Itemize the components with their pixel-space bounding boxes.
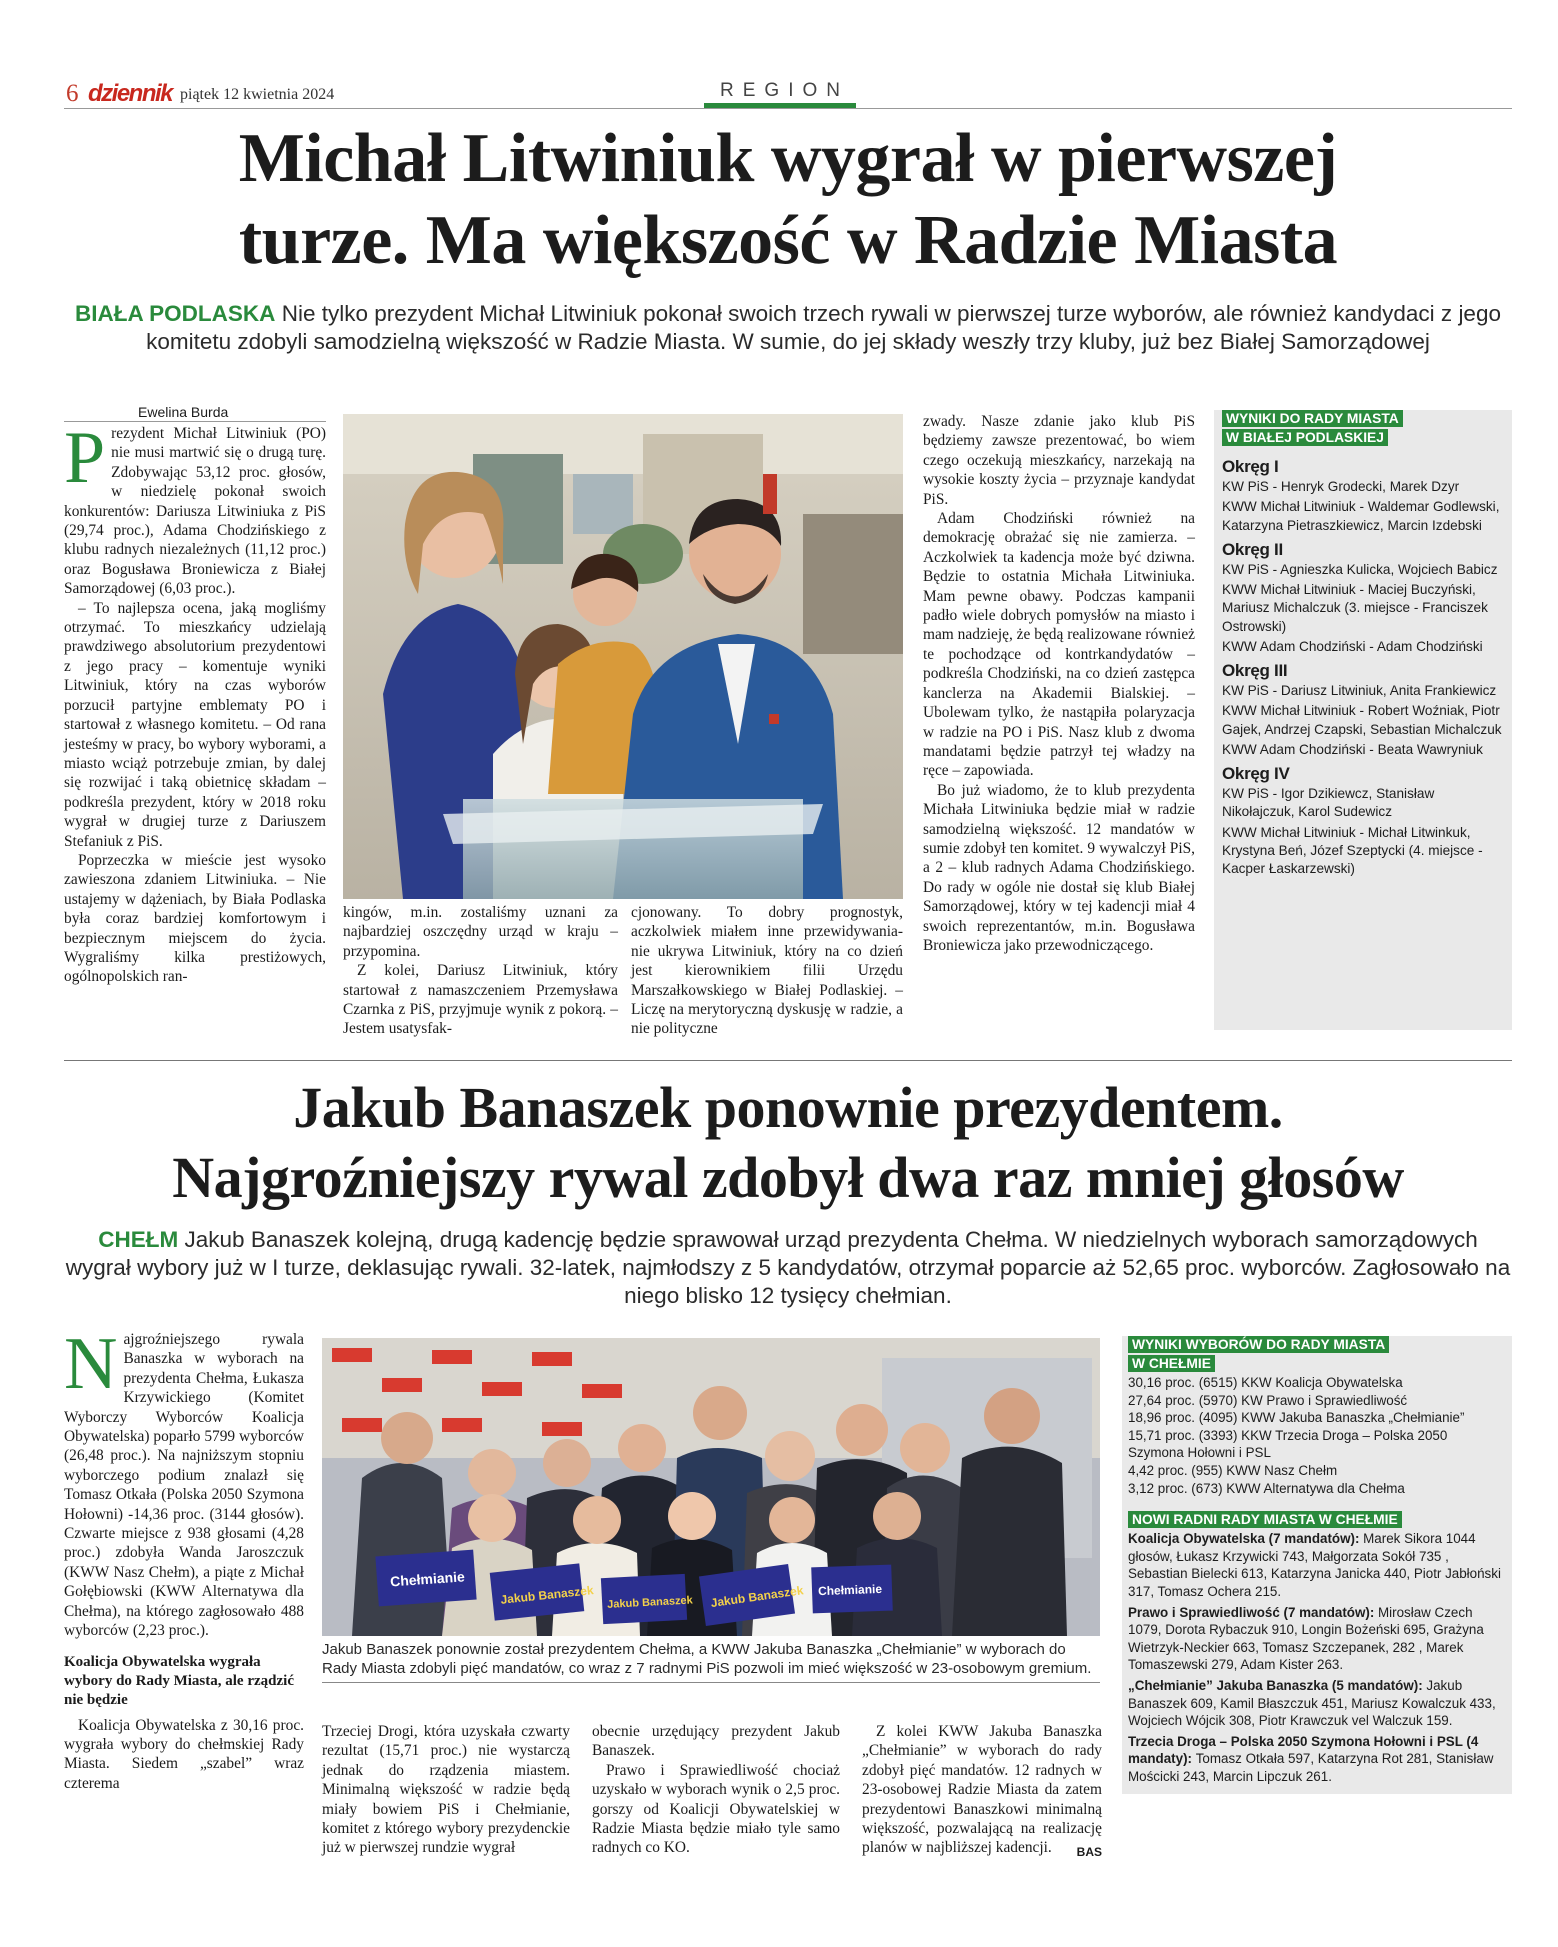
newspaper-logo: dziennik — [88, 80, 173, 107]
committee-group-photo — [322, 1338, 1100, 1636]
header-rule — [64, 108, 1512, 109]
photo-sign-5: Chełmianie — [817, 1581, 883, 1599]
district-list — [1222, 458, 1504, 878]
councillor-party: „Chełmianie” Jakuba Banaszka (5 mandatów): — [1128, 1677, 1427, 1693]
district-result-line: KWW Adam Chodziński - Adam Chodziński — [1222, 638, 1483, 654]
page-number: 6 — [66, 80, 79, 107]
councillor-names: Jakub Banaszek 609, Kamil Błaszczuk 451, Mariusz Kowalczuk 433, Wojciech Wójcik 308, Piotr Krawczuk vel Walczuk 159. — [1128, 1677, 1496, 1729]
article2-drop-cap: N — [64, 1323, 118, 1405]
article1-headline — [64, 118, 1512, 282]
article2-results-box — [1122, 1336, 1512, 1794]
article2-column4 — [862, 1722, 1102, 1858]
councillor-list — [1128, 1530, 1506, 1785]
result-line: 18,96 proc. (4095) KWW Jakuba Banaszka „Chełmianie” — [1128, 1410, 1465, 1426]
article1-column3 — [631, 903, 903, 1039]
result-line: 15,71 proc. (3393) KKW Trzecia Droga – Polska 2050 Szymona Hołowni i PSL — [1128, 1427, 1448, 1461]
article1-box-title-2: W BIAŁEJ PODLASKIEJ — [1222, 429, 1388, 446]
councillor-group — [1128, 1530, 1506, 1600]
result-line: 30,16 proc. (6515) KKW Koalicja Obywatelska — [1128, 1375, 1403, 1390]
article1-col3-p1: cjonowany. To dobry prognostyk, aczkolwiek miałem inne przewidywania- nie ukrywa Litwiniuk, który na co dzień jest kierownikiem filii Urzędu Marszałkowskiego w Białej Podlaskiej. – Liczę na merytoryczną dyskusję w radzie, a nie polityczne — [631, 904, 903, 1038]
article1-lead — [64, 300, 1512, 356]
article2-photo — [322, 1338, 1100, 1636]
article1-col4-p1: zwady. Nasze zdanie jako klub PiS będziemy zawsze prezentować, bo wiem czego oczekują mieszkańcy, narzekają na wysokie koszty życia – przyznaje kandydat PiS. — [923, 413, 1195, 508]
article1-lead-text: Nie tylko prezydent Michał Litwiniuk pokonał swoich trzech rywali w pierwszej turze wyborów, ale również kandydaci z jego komitetu zdobyli samodzielną większość w Radzie Miasta. W sumie, do jej składy weszły trzy kluby, już bez Białej Samorządowej — [146, 301, 1501, 354]
article2-signature: BAS — [1076, 1844, 1102, 1859]
article2-box1-title-1: WYNIKI WYBORÓW DO RADY MIASTA — [1128, 1336, 1389, 1353]
article2-col1-p1: ajgroźniejszego rywala Banaszka w wyborach na prezydenta Chełma, Łukasza Krzywickiego (Komitet Wyborczy Wyborców Koalicja Obywatelska) poparło 5799 wyborców (26,48 proc.). Na najniższym stopniu wyborczego podium znalazł się Tomasz Otkała (Polska 2050 Szymona Hołowni) -14,36 proc. (3144 głosów). Czwarte miejsce z 938 głosami (4,28 proc.) zdobyła Wanda Jaroszczuk (KWW Nasz Chełm), a piąte z Michał Gołębiowski (KWW Alternatywa dla Chełma), na którego zagłosowało 488 wyborców (2,23 proc.). — [64, 1331, 304, 1640]
district-result-line: KWW Michał Litwiniuk - Michał Litwinkuk, Krystyna Beń, Józef Szeptycki (4. miejsce - Kacper Łaskarzewski) — [1222, 824, 1483, 877]
results-list — [1128, 1374, 1506, 1497]
article1-col4-p2: Adam Chodziński również na demokrację obrażać się nie zamierza. –Aczkolwiek ta kadencja może być dziwna. Będzie to ostatnia Michała Litwiniuka. Mam pewne obawy. Podczas kampanii padło wiele dobrych pomysłów na miasto i mam nadzieję, że będą realizowane również te pochodzące od kontrkandydatów – podkreśla Chodziński, na co dzień zastępca kanclerza na Akademii Bialskiej. – Ubolewam tylko, że nastąpiła polaryzacja w radzie na PO i PiS. Nasz klub z dwoma mandatami będzie patrzył tej władzy na ręce – zapowiada. — [923, 510, 1195, 780]
section-label-wrap — [704, 80, 856, 108]
district-heading: Okręg I — [1222, 457, 1279, 476]
article2-col4-p1: Z kolei KWW Jakuba Banaszka „Chełmianie” w wyborach do rady zdobył pięć mandatów. 12 radnych w 23-osobowej Radzie Miasta da zatem prezydentowi Banaszkowi minimalną większość, pozwalającą na realizację planów w najbliższej kadencji. — [862, 1723, 1102, 1857]
article1-headline-line2: turze. Ma większość w Radzie Miasta — [238, 202, 1338, 279]
article1-drop-cap: P — [64, 417, 106, 499]
article2-column2 — [322, 1722, 570, 1858]
result-line: 4,42 proc. (955) KWW Nasz Chełm — [1128, 1462, 1338, 1478]
district-heading: Okręg III — [1222, 661, 1288, 681]
councillor-names: Mirosław Czech 1079, Dorota Rybaczuk 910, Longin Bożeński 695, Grażyna Wietrzyk-Neckier 663, Tomasz Szczepanek, 282 , Marek Tomaszewski 279, Adam Kister 263. — [1128, 1604, 1484, 1673]
article1-col4-p3: Bo już wiadomo, że to klub prezydenta Michała Litwiniuka będzie miał w radzie samodzielną większość. 12 mandatów w sumie zdobył ten komitet. 9 wywalczył PiS, a 2 – klub radnych Adama Chodzińskiego. Do rady w ogóle nie dostał się klub Białej Samorządowej, który w tej kadencji miał 4 swoich reprezentantów, m.in. Bogusława Broniewicza jako przewodniczącego. — [923, 781, 1195, 954]
district-heading: Okręg IV — [1222, 764, 1290, 784]
district-result-line: KWW Michał Litwiniuk - Waldemar Godlewski, Katarzyna Pietraszkiewicz, Marcin Izdebski — [1222, 499, 1500, 533]
article1-column1 — [64, 404, 326, 987]
district-result-line: KWW Michał Litwiniuk - Maciej Buczyński, Mariusz Michalczuk (3. miejsce - Franciszek Ostrowski) — [1222, 582, 1488, 634]
photo-sign-1: Chełmianie — [389, 1568, 466, 1590]
article2-box1-title-2: W CHEŁMIE — [1128, 1355, 1215, 1372]
article1-box-title-1: WYNIKI DO RADY MIASTA — [1222, 410, 1403, 427]
photo-sign-2: Jakub Banaszek — [499, 1583, 595, 1607]
district-result-line: KW PiS - Dariusz Litwiniuk, Anita Frankiewicz — [1222, 683, 1497, 699]
councillor-group — [1128, 1733, 1506, 1786]
article-divider — [64, 1060, 1512, 1061]
article1-col1-p3: Poprzeczka w mieście jest wysoko zawieszona zdaniem Litwiniuka. – Nie ustajemy w dążeniach, by Biała Podlaska była coraz bardziej komfortowym i bezpiecznym miejscem do życia. Wygraliśmy kilka prestiżowych, ogólnopolskich ran- — [64, 851, 326, 986]
family-voting-photo — [343, 414, 903, 899]
district-result-line: KW PiS - Agnieszka Kulicka, Wojciech Babicz — [1222, 562, 1498, 578]
district-result-line: KW PiS - Henryk Grodecki, Marek Dzyr — [1222, 479, 1460, 495]
article1-headline-line1: Michał Litwiniuk wygrał w pierwszej — [238, 120, 1338, 197]
article2-column1 — [64, 1323, 304, 1793]
article1-column4 — [923, 412, 1195, 955]
article1-col2-p2: Z kolei, Dariusz Litwiniuk, który startował z namaszczeniem Przemysława Czarnka z PiS, przyjmuje wynik z pokorą. – Jestem usatysfak- — [343, 962, 618, 1038]
article2-lead-city: CHEŁM — [98, 1227, 179, 1252]
issue-date: piątek 12 kwietnia 2024 — [180, 86, 335, 103]
photo-sign-3: Jakub Banaszek — [606, 1594, 694, 1611]
section-label: REGION — [720, 80, 849, 101]
article2-photo-caption: Jakub Banaszek ponownie został prezydentem Chełma, a KWW Jakuba Banaszka „Chełmianie” w wyborach do Rady Miasta zdobyli pięć mandatów, co wraz z 7 radnymi PiS pozwoli im mieć większość w 23-osobowym gremium. — [322, 1640, 1100, 1683]
article2-col1-p2: Koalicja Obywatelska z 30,16 proc. wygrała wybory do chełmskiej Rady Miasta. Siedem „szabel” wraz czterema — [64, 1716, 304, 1792]
article2-headline-line2: Najgroźniejszy rywal zdobył dwa raz mniej głosów — [172, 1145, 1404, 1210]
article1-column2 — [343, 903, 618, 1039]
result-line: 27,64 proc. (5970) KW Prawo i Sprawiedliwość — [1128, 1392, 1408, 1408]
councillor-party: Koalicja Obywatelska (7 mandatów): — [1128, 1531, 1364, 1547]
photo-sign-4: Jakub Banaszek — [709, 1583, 805, 1611]
article2-col2-p1: Trzeciej Drogi, która uzyskała czwarty rezultat (15,71 proc.) nie wystarczą jednak do rządzenia miastem. Minimalną większość w radzie będą miały bowiem PiS i Chełmianie, komitet z którego wybory prezydenckie już w pierwszej rundzie wygrał — [322, 1723, 570, 1857]
article2-box2-title: NOWI RADNI RADY MIASTA W CHEŁMIE — [1128, 1511, 1402, 1528]
councillor-names: Tomasz Otkała 597, Katarzyna Rot 281, Stanisław Mościcki 243, Marcin Lipczuk 261. — [1128, 1751, 1494, 1784]
district-result-line: KW PiS - Igor Dzikiewcz, Stanisław Nikołajczuk, Karol Sudewicz — [1222, 786, 1435, 820]
article1-col2-p1: kingów, m.in. zostaliśmy uznani za najbardziej oszczędny urząd w kraju – przypomina. — [343, 904, 618, 960]
article1-results-box — [1214, 410, 1512, 1030]
article2-lead-text: Jakub Banaszek kolejną, drugą kadencję będzie sprawował urząd prezydenta Chełma. W niedzielnych wyborach samorządowych wygrał wybory już w I turze, deklasując rywali. 32-latek, najmłodszy z 5 kandydatów, otrzymał poparcie aż 52,65 proc. wyborców. Zagłosowało na niego blisko 12 tysięcy chełmian. — [65, 1227, 1511, 1308]
district-result-line: KWW Michał Litwiniuk - Robert Woźniak, Piotr Gajek, Andrzej Czapski, Sebastian Michalczuk — [1222, 703, 1502, 737]
councillor-party: Trzecia Droga – Polska 2050 Szymona Hołowni i PSL (4 mandaty): — [1128, 1733, 1479, 1767]
article1-lead-city: BIAŁA PODLASKA — [75, 301, 276, 326]
article2-headline-line1: Jakub Banaszek ponownie prezydentem. — [293, 1075, 1283, 1140]
district-result-line: KWW Adam Chodziński - Beata Wawryniuk — [1222, 741, 1483, 757]
councillor-party: Prawo i Sprawiedliwość (7 mandatów): — [1128, 1604, 1379, 1620]
article1-author: Ewelina Burda — [64, 404, 326, 422]
article2-lead — [64, 1226, 1512, 1310]
article2-col3-p1: obecnie urzędujący prezydent Jakub Banaszek. — [592, 1723, 840, 1760]
district-heading: Okręg II — [1222, 539, 1283, 559]
article1-photo — [343, 414, 903, 899]
councillor-group — [1128, 1677, 1506, 1730]
article2-col3-p2: Prawo i Sprawiedliwość chociaż uzyskało w wyborach wynik o 2,5 proc. gorszy od Koalicji Obywatelskiej w Radzie Miasta będzie miało tyle samo radnych co KO. — [592, 1761, 840, 1857]
article2-column3 — [592, 1722, 840, 1858]
result-line: 3,12 proc. (673) KWW Alternatywa dla Chełma — [1128, 1480, 1405, 1496]
councillor-names: Marek Sikora 1044 głosów, Łukasz Krzywicki 743, Małgorzata Sokół 735 , Sebastian Bielecki 613, Katarzyna Janicka 440, Piotr Jabłoński 317, Tomasz Ochera 215. — [1128, 1531, 1501, 1599]
article2-subhead: Koalicja Obywatelska wygrała wybory do Rady Miasta, ale rządzić nie będzie — [64, 1653, 294, 1708]
article1-col1-p2: – To najlepsza ocena, jaką mogliśmy otrzymać. To mieszkańcy udzielają prawdziwego absolutorium prezydentowi z jego pracy – komentuje wyniki Litwiniuk, który na czas wyborów porzucił partyjne emblematy PO i startował z własnego komitetu. – Od rana jesteśmy w pracy, bo wybory wyborami, a miasto wciąż potrzebuje zmian, by dalej się rozwijać i taką obietnicę składam – podkreśla prezydent, który w 2018 roku wygrał w drugiej turze z Dariuszem Stefaniuk z PiS. — [64, 599, 326, 850]
councillor-group — [1128, 1604, 1506, 1674]
article1-col1-p1: rezydent Michał Litwiniuk (PO) nie musi martwić się o drugą turę. Zdobywając 53,12 proc. głosów, w niedzielę pokonał swoich konkurentów: Dariusza Litwiniuka z PiS (29,74 proc.), Adama Chodzińskiego z klubu radnych niezależnych (11,12 proc.) oraz Bogusława Broniewicza z Białej Samorządowej (6,03 proc.). — [64, 425, 326, 598]
article2-headline — [64, 1073, 1512, 1213]
